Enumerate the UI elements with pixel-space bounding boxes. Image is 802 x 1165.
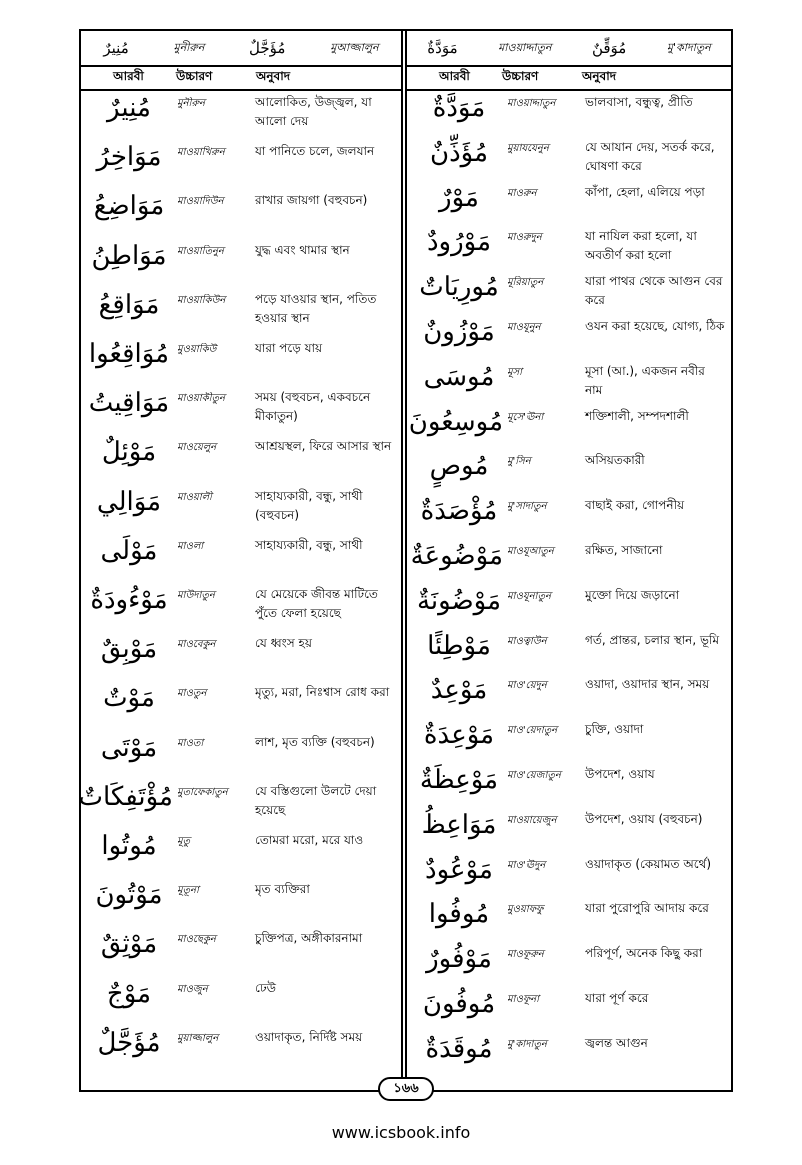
column-headers-right	[407, 67, 731, 91]
translation: চুক্তিপত্র, অঙ্গীকারনামা	[255, 931, 363, 946]
running-header-right	[407, 31, 731, 67]
pronunciation: মাওছেকুন	[177, 934, 216, 946]
translation: ঢেউ	[255, 980, 277, 995]
pronunciation: মাওবেকুন	[177, 639, 216, 651]
translation: ওযন করা হয়েছে, যোগ্য, ঠিক	[585, 319, 725, 333]
translation: যে মেয়েকে জীবন্ত মাটিতে পুঁতে ফেলা হয়েছে	[255, 587, 378, 620]
arabic-word: مُوَاقِعُوا	[88, 339, 170, 369]
arabic-word: مَوَاضِعُ	[93, 191, 165, 222]
translation: ওয়াদাকৃত (কেয়ামত অর্থে)	[585, 856, 712, 871]
page-number: ১৬৬	[378, 1077, 434, 1101]
pronunciation: মুনীরুন	[177, 98, 206, 109]
pronunciation: মাও'ঊদুন	[507, 859, 546, 871]
translation: অসিয়তকারী	[585, 453, 645, 468]
arabic-word: مَوْئِلٌ	[101, 437, 157, 468]
header-pronunciation: উচ্চারণ	[502, 69, 539, 83]
pronunciation: মুওয়াকিউ	[177, 344, 217, 355]
pronunciation: মাওয়াকীতুন	[177, 393, 225, 405]
arabic-word: مُؤَجَّلٌ	[97, 1027, 161, 1058]
translation: মুক্তো দিয়ে জড়ানো	[585, 587, 680, 602]
translation: যে ধ্বংস হয়	[255, 636, 312, 651]
header-word: مُؤَجَّلٌ	[249, 39, 286, 57]
translation: মূসা (আ.), একজন নবীর নাম	[585, 363, 705, 397]
arabic-word: مَوَاقِيتُ	[88, 388, 170, 419]
pronunciation: মাও'য়েজাতুন	[507, 770, 561, 781]
pronunciation: মাওফূনা	[507, 994, 539, 1005]
translation: উপদেশ, ওয়ায	[585, 767, 655, 781]
arabic-word: مَوْضُونَةٌ	[416, 585, 502, 616]
translation: পড়ে যাওয়ার স্থান, পতিত হওয়ার স্থান	[255, 291, 377, 325]
translation: চুক্তি, ওয়াদা	[585, 722, 644, 737]
arabic-word: مُوصٍ	[429, 451, 489, 482]
arabic-word: مَوْفُورٌ	[426, 944, 492, 975]
pronunciation: মাওতুন	[177, 688, 207, 700]
arabic-word: مَوْعِدَةٌ	[423, 720, 495, 751]
translation: যা নাযিল করা হলো, যা অবতীর্ণ করা হলো	[585, 229, 697, 263]
arabic-word: مَوْءُودَةٌ	[90, 585, 168, 615]
translation: পরিপূর্ণ, অনেক কিছু করা	[585, 946, 703, 961]
translation: যে বস্তিগুলো উলটে দেয়া হয়েছে	[255, 783, 377, 817]
pronunciation: মুতাফেকাতুন	[177, 786, 228, 798]
arabic-word: مَوَالِي	[96, 486, 162, 517]
translation: ওয়াদা, ওয়াদার স্থান, সময়	[585, 677, 710, 692]
arabic-word: مَوَاطِنُ	[91, 240, 167, 271]
translation: শক্তিশালী, সম্পদশালী	[585, 408, 689, 423]
translation: আশ্রয়স্থল, ফিরে আসার স্থান	[255, 439, 392, 454]
arabic-word: مُوسَى	[423, 361, 495, 392]
pronunciation: মাউদাতুন	[177, 590, 215, 601]
pronunciation: মু'কাদাতুন	[507, 1038, 547, 1050]
header-translation: অনুবাদ	[582, 69, 617, 83]
pronunciation: মাওয়াকিউন	[177, 294, 226, 306]
translation: রক্ষিত, সাজানো	[585, 543, 663, 557]
translation: যারা পূর্ণ করে	[585, 991, 649, 1005]
arabic-word: مُوفُوا	[428, 899, 490, 930]
pronunciation: মাওয়াতিনুন	[177, 245, 224, 257]
header-arabic: আরবী	[113, 69, 144, 83]
header-word: مُوَقِّنٌ	[591, 39, 627, 57]
arabic-word: مَوْتٌ	[103, 683, 155, 714]
arabic-word: مَوْتَى	[100, 732, 158, 763]
header-word: مَوَدَّةٌ	[427, 39, 458, 57]
dictionary-page	[78, 29, 733, 1096]
pronunciation: মূসা	[507, 366, 523, 378]
pronunciation: মুয়াজ্জালুন	[177, 1032, 219, 1044]
header-word: مُنِيرٌ	[103, 39, 129, 57]
header-translation: অনুবাদ	[256, 69, 291, 83]
header-word: মাওয়াদ্দাতুন	[498, 40, 552, 54]
arabic-word: مَوْزُونٌ	[423, 317, 495, 347]
pronunciation: মুওয়াফফু	[507, 904, 544, 916]
translation: লাশ, মৃত ব্যক্তি (বহুবচন)	[255, 734, 375, 749]
translation: যুদ্ধ এবং থামার স্থান	[255, 242, 350, 257]
pronunciation: মাওয়েলুন	[177, 442, 217, 454]
pronunciation: মাওতা	[177, 737, 204, 749]
arabic-word: مَوْعِظَةٌ	[419, 765, 499, 795]
arabic-word: مَوَاقِعُ	[98, 289, 160, 320]
arabic-word: مَوْرٌ	[439, 182, 479, 213]
pronunciation: মূসে'ঊনা	[507, 411, 544, 423]
arabic-word: مُوفُونَ	[422, 989, 496, 1019]
arabic-word: مَوْطِئًا	[427, 630, 491, 661]
pronunciation: মাওযূনুন	[507, 322, 541, 333]
arabic-word: مُورِيَاتٌ	[419, 272, 499, 303]
translation: সাহায্যকারী, বন্ধু, সাথী (বহুবচন)	[255, 488, 363, 522]
arabic-word: مَوْضُوعَةٌ	[410, 541, 503, 571]
arabic-word: مَوْتُونَ	[95, 880, 163, 911]
translation: রাখার জায়গা (বহুবচন)	[255, 193, 368, 208]
pronunciation: মূতু	[177, 836, 191, 847]
pronunciation: মাওয়াদ্দাতুন	[507, 98, 556, 109]
arabic-word: مَوْعُودٌ	[425, 854, 493, 885]
arabic-word: مَوَدَّةٌ	[432, 93, 486, 123]
right-column	[407, 31, 731, 1090]
pronunciation: মূরিয়াতুন	[507, 277, 544, 289]
pronunciation: মু'সাদাতুন	[507, 501, 547, 513]
arabic-word: مُؤَذِّنٌ	[429, 137, 489, 168]
translation: যারা পড়ে যায়	[255, 341, 323, 355]
arabic-word: مَوْرُودٌ	[426, 227, 492, 258]
running-header-left	[81, 31, 401, 67]
footer-url[interactable]: www.icsbook.info	[331, 1123, 471, 1142]
translation: কাঁপা, হেলা, এলিয়ে পড়া	[585, 184, 705, 199]
arabic-word: مُوسِعُونَ	[408, 406, 503, 437]
translation: যা পানিতে চলে, জলযান	[255, 144, 375, 159]
pronunciation: মাওরুদুন	[507, 232, 542, 244]
translation: যারা পুরোপুরি আদায় করে	[585, 901, 709, 916]
arabic-word: مُؤْتَفِكَاتٌ	[78, 781, 173, 812]
pronunciation: মু'সিন	[507, 456, 531, 468]
translation: মৃত ব্যক্তিরা	[255, 882, 310, 897]
arabic-word: مَوْعِدٌ	[430, 675, 488, 706]
pronunciation: মাওজুন	[177, 983, 208, 995]
header-word: মুআজ্জালুন	[330, 40, 379, 54]
translation: সময় (বহুবচন, একবচনে মীকাতুন)	[255, 390, 371, 424]
arabic-word: مَوْلَى	[100, 535, 158, 566]
pronunciation: মাওয়ায়েজুন	[507, 814, 557, 826]
arabic-word: مَوْبِقٌ	[100, 634, 158, 665]
pronunciation: মাওলা	[177, 540, 204, 552]
pronunciation: মুয়াযযেনুন	[507, 142, 549, 154]
arabic-word: مَوَاخِرُ	[96, 142, 162, 173]
arabic-word: مَوْجٌ	[106, 978, 152, 1009]
header-arabic: আরবী	[439, 69, 470, 83]
pronunciation: মাওযূনাতুন	[507, 590, 551, 602]
translation: জ্বলন্ত আগুন	[585, 1035, 648, 1050]
pronunciation: মাওত্বাউন	[507, 635, 547, 647]
translation: মৃত্যু, মরা, নিঃশ্বাস রোধ করা	[255, 685, 390, 700]
translation: যারা পাথর থেকে আগুন বের করে	[585, 274, 723, 308]
arabic-word: مَوْثِقٌ	[100, 929, 158, 960]
translation: গর্ত, প্রান্তর, চলার স্থান, ভূমি	[585, 632, 719, 647]
arabic-word: مُؤْصَدَةٌ	[420, 496, 498, 527]
pronunciation: মাওযূআতুন	[507, 546, 554, 557]
translation: যে আযান দেয়, সতর্ক করে, ঘোষণা করে	[585, 139, 715, 173]
translation: সাহায্যকারী, বন্ধু, সাথী	[255, 537, 363, 552]
left-column	[78, 31, 401, 1090]
header-word: মুনীরুন	[173, 40, 205, 54]
pronunciation: মাওয়াদিউন	[177, 196, 224, 208]
translation: তোমরা মরো, মরে যাও	[255, 833, 364, 847]
header-pronunciation: উচ্চারণ	[176, 69, 213, 83]
translation: ওয়াদাকৃত, নির্দিষ্ট সময়	[255, 1029, 363, 1044]
pronunciation: মাওয়ালী	[177, 491, 212, 503]
pronunciation: মূতূনা	[177, 885, 199, 897]
translation: ভালবাসা, বন্ধুত্ব, প্রীতি	[585, 95, 693, 109]
translation: আলোকিত, উজ্জ্বল, যা আলো দেয়	[255, 95, 372, 128]
pronunciation: মাওরুন	[507, 187, 537, 199]
arabic-word: مَوَاعِظُ	[421, 809, 497, 840]
translation: উপদেশ, ওয়ায (বহুবচন)	[585, 811, 703, 826]
translation: বাছাই করা, গোপনীয়	[585, 498, 685, 513]
column-headers-left	[81, 67, 401, 91]
arabic-word: مُنِيرٌ	[107, 93, 151, 123]
pronunciation: মাও'য়েদুন	[507, 680, 547, 692]
pronunciation: মাও'য়েদাতুন	[507, 725, 558, 737]
pronunciation: মাওফূরুন	[507, 949, 544, 961]
arabic-word: مُوقَدَةٌ	[425, 1033, 493, 1064]
header-word: মু'কাদাতুন	[666, 40, 711, 54]
arabic-word: مُوتُوا	[101, 831, 157, 861]
pronunciation: মাওয়াখিরুন	[177, 147, 225, 159]
